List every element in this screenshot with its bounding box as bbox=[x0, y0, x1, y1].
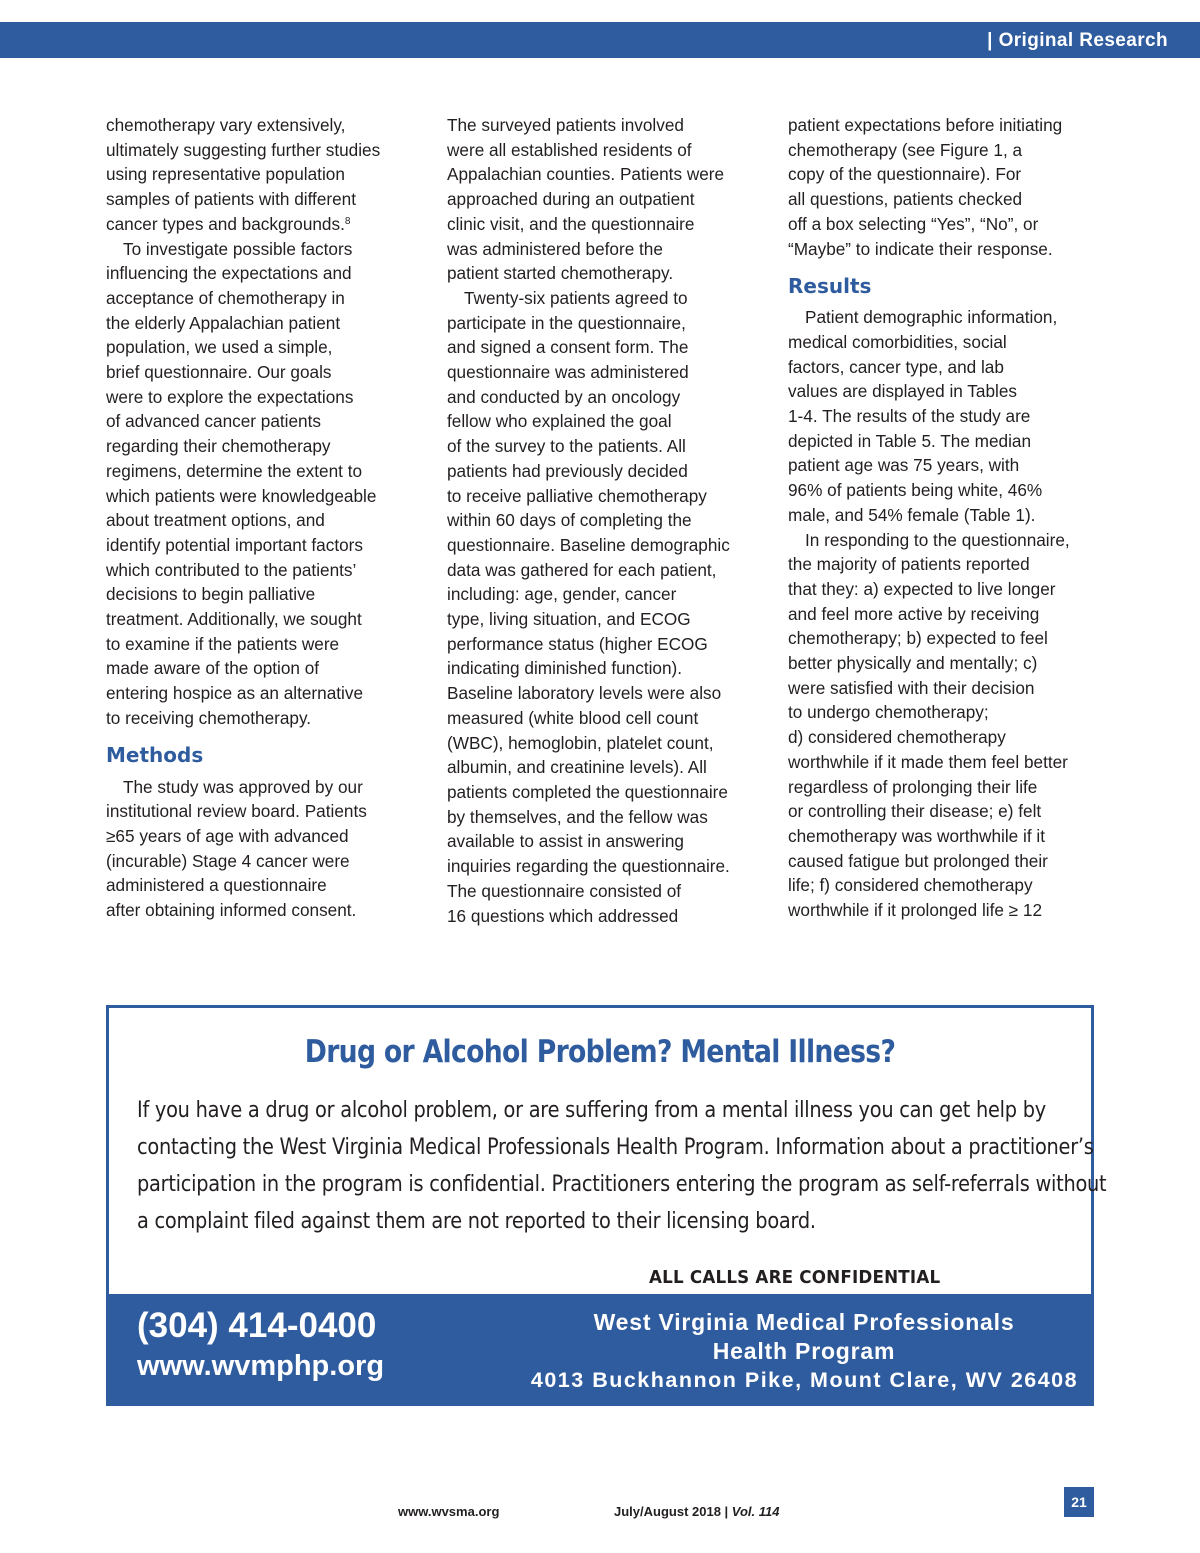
text-line: which patients were knowledgeable bbox=[106, 485, 377, 506]
text-line: treatment. Additionally, we sought bbox=[106, 609, 362, 630]
text-line: by themselves, and the fellow was bbox=[447, 806, 708, 827]
text-line: samples of patients with different bbox=[106, 189, 356, 210]
text-line: chemotherapy vary extensively, bbox=[106, 115, 346, 135]
text-line: entering hospice as an alternative bbox=[106, 683, 364, 704]
text-line: d) considered chemotherapy bbox=[788, 727, 1006, 748]
text-line: questionnaire was administered bbox=[447, 362, 689, 383]
text-line: to examine if the patients were bbox=[106, 633, 340, 654]
text-line: To investigate possible factors bbox=[123, 238, 353, 259]
text-line: “Maybe” to indicate their response. bbox=[788, 238, 1053, 259]
text-line: (incurable) Stage 4 cancer were bbox=[106, 850, 350, 871]
results-heading: Results bbox=[788, 274, 872, 299]
text-line: life; f) considered chemotherapy bbox=[788, 875, 1033, 896]
text-line: patients completed the questionnaire bbox=[447, 781, 728, 802]
text-line: using representative population bbox=[106, 164, 345, 185]
column-1 bbox=[106, 113, 416, 923]
text-line: copy of the questionnaire). For bbox=[788, 164, 1022, 185]
text-line: inquiries regarding the questionnaire. bbox=[447, 856, 730, 877]
footer-date: July/August 2018 | bbox=[614, 1504, 732, 1519]
text-line: The study was approved by our bbox=[123, 776, 363, 797]
text-line: better physically and mentally; c) bbox=[788, 653, 1038, 674]
text-line: including: age, gender, cancer bbox=[447, 584, 677, 605]
text-line: Twenty-six patients agreed to bbox=[464, 287, 688, 308]
footer-issue bbox=[614, 1504, 780, 1519]
organization-name-line: West Virginia Medical Professionals bbox=[593, 1309, 1015, 1335]
text-line: institutional review board. Patients bbox=[106, 801, 367, 822]
column-2 bbox=[447, 113, 757, 928]
ad-title: Drug or Alcohol Problem? Mental Illness? bbox=[304, 1034, 896, 1070]
text-line: of advanced cancer patients bbox=[106, 411, 321, 432]
text-line: or controlling their disease; e) felt bbox=[788, 801, 1042, 822]
text-line: available to assist in answering bbox=[447, 831, 684, 852]
text-line: approached during an outpatient bbox=[447, 189, 695, 210]
text-line: chemotherapy was worthwhile if it bbox=[788, 825, 1045, 846]
text-line: participate in the questionnaire, bbox=[447, 312, 686, 333]
text-line: decisions to begin palliative bbox=[106, 584, 316, 605]
text-line: factors, cancer type, and lab bbox=[788, 356, 1004, 377]
text-line: medical comorbidities, social bbox=[788, 331, 1007, 352]
text-line: patient age was 75 years, with bbox=[788, 455, 1020, 476]
phone-number[interactable]: (304) 414-0400 bbox=[137, 1306, 377, 1345]
text-line: clinic visit, and the questionnaire bbox=[447, 213, 695, 234]
text-line: Appalachian counties. Patients were bbox=[447, 164, 725, 185]
text-line: Patient demographic information, bbox=[805, 307, 1058, 328]
text-line: which contributed to the patients’ bbox=[106, 559, 357, 580]
confidential-notice: ALL CALLS ARE CONFIDENTIAL bbox=[649, 1267, 941, 1288]
text-line: questionnaire. Baseline demographic bbox=[447, 534, 730, 555]
text-line: brief questionnaire. Our goals bbox=[106, 362, 332, 383]
text-line: patient expectations before initiating bbox=[788, 115, 1063, 135]
text-line: were to explore the expectations bbox=[106, 386, 354, 407]
text-line: that they: a) expected to live longer bbox=[788, 578, 1056, 599]
text-line: to receiving chemotherapy. bbox=[106, 707, 312, 728]
text-line: worthwhile if it made them feel better bbox=[788, 751, 1068, 772]
text-line: indicating diminished function). bbox=[447, 658, 683, 679]
text-line: of the survey to the patients. All bbox=[447, 436, 686, 457]
text-line: was administered before the bbox=[447, 238, 663, 259]
text-line: fellow who explained the goal bbox=[447, 411, 672, 432]
text-line: (WBC), hemoglobin, platelet count, bbox=[447, 732, 714, 753]
website-link[interactable]: www.wvmphp.org bbox=[137, 1350, 385, 1382]
text-line: worthwhile if it prolonged life ≥ 12 bbox=[788, 900, 1043, 921]
text-line: male, and 54% female (Table 1). bbox=[788, 504, 1036, 525]
text-line: patient started chemotherapy. bbox=[447, 263, 674, 284]
text-line: In responding to the questionnaire, bbox=[805, 529, 1070, 550]
text-line: after obtaining informed consent. bbox=[106, 900, 357, 921]
text-line: regardless of prolonging their life bbox=[788, 776, 1038, 797]
text-line bbox=[106, 212, 416, 237]
ad-body-line: a complaint filed against them are not reported to their licensing board. bbox=[137, 1208, 816, 1234]
text-line: ≥65 years of age with advanced bbox=[106, 825, 349, 846]
footer-volume: Vol. 114 bbox=[731, 1504, 780, 1519]
ad-body-line: participation in the program is confidential. Practitioners entering the program as self-referrals without bbox=[137, 1171, 1107, 1197]
ad-body-line: contacting the West Virginia Medical Professionals Health Program. Information about a practitioner’s bbox=[137, 1134, 1094, 1160]
organization-address: 4013 Buckhannon Pike, Mount Clare, WV 26408 bbox=[530, 1368, 1079, 1392]
text-line: regarding their chemotherapy bbox=[106, 436, 331, 457]
text-line: were all established residents of bbox=[447, 139, 692, 160]
text-line-content: cancer types and backgrounds. bbox=[106, 213, 345, 234]
text-line: influencing the expectations and bbox=[106, 263, 352, 284]
text-line: population, we used a simple, bbox=[106, 337, 333, 358]
text-line: The surveyed patients involved bbox=[447, 115, 684, 135]
text-line: data was gathered for each patient, bbox=[447, 559, 717, 580]
text-line: to receive palliative chemotherapy bbox=[447, 485, 707, 506]
text-line: administered a questionnaire bbox=[106, 875, 327, 896]
reference-superscript: 8 bbox=[344, 215, 351, 227]
text-line: performance status (higher ECOG bbox=[447, 633, 708, 654]
organization-name bbox=[514, 1308, 1094, 1366]
text-line: 1-4. The results of the study are bbox=[788, 406, 1031, 427]
text-line: and signed a consent form. The bbox=[447, 337, 689, 358]
text-line: identify potential important factors bbox=[106, 534, 363, 555]
text-line: acceptance of chemotherapy in bbox=[106, 287, 345, 308]
section-label: | Original Research bbox=[987, 30, 1168, 51]
text-line: The questionnaire consisted of bbox=[447, 880, 682, 901]
text-line: and feel more active by receiving bbox=[788, 603, 1040, 624]
text-line: Baseline laboratory levels were also bbox=[447, 683, 722, 704]
text-line: regimens, determine the extent to bbox=[106, 460, 363, 481]
organization-name-line: Health Program bbox=[712, 1338, 896, 1364]
text-line: patients had previously decided bbox=[447, 460, 688, 481]
text-line: type, living situation, and ECOG bbox=[447, 609, 691, 630]
methods-heading: Methods bbox=[106, 742, 204, 767]
text-line: chemotherapy (see Figure 1, a bbox=[788, 139, 1023, 160]
text-line: to undergo chemotherapy; bbox=[788, 702, 989, 723]
text-line: the majority of patients reported bbox=[788, 554, 1030, 575]
footer-website[interactable]: www.wvsma.org bbox=[398, 1504, 500, 1519]
text-line: off a box selecting “Yes”, “No”, or bbox=[788, 213, 1039, 234]
page-number: 21 bbox=[1064, 1487, 1094, 1517]
text-line: 96% of patients being white, 46% bbox=[788, 480, 1043, 501]
text-line: albumin, and creatinine levels). All bbox=[447, 757, 707, 778]
ad-body bbox=[137, 1092, 1107, 1240]
text-line: chemotherapy; b) expected to feel bbox=[788, 628, 1048, 649]
advertisement-box bbox=[106, 1005, 1107, 1406]
text-line: the elderly Appalachian patient bbox=[106, 312, 341, 333]
column-3 bbox=[788, 113, 1098, 923]
text-line: 16 questions which addressed bbox=[447, 905, 679, 926]
text-line: values are displayed in Tables bbox=[788, 381, 1017, 402]
text-line: caused fatigue but prolonged their bbox=[788, 850, 1048, 871]
ad-contact-banner bbox=[109, 1294, 1091, 1403]
text-line: ultimately suggesting further studies bbox=[106, 139, 381, 160]
text-line: all questions, patients checked bbox=[788, 189, 1023, 210]
text-line: measured (white blood cell count bbox=[447, 707, 699, 728]
text-line: depicted in Table 5. The median bbox=[788, 430, 1032, 451]
text-line: were satisfied with their decision bbox=[788, 677, 1035, 698]
text-line: about treatment options, and bbox=[106, 510, 325, 531]
text-line: made aware of the option of bbox=[106, 658, 320, 679]
ad-body-line: If you have a drug or alcohol problem, or are suffering from a mental illness you can get help by bbox=[137, 1097, 1046, 1123]
text-line: within 60 days of completing the bbox=[447, 510, 692, 531]
text-line: and conducted by an oncology bbox=[447, 386, 681, 407]
